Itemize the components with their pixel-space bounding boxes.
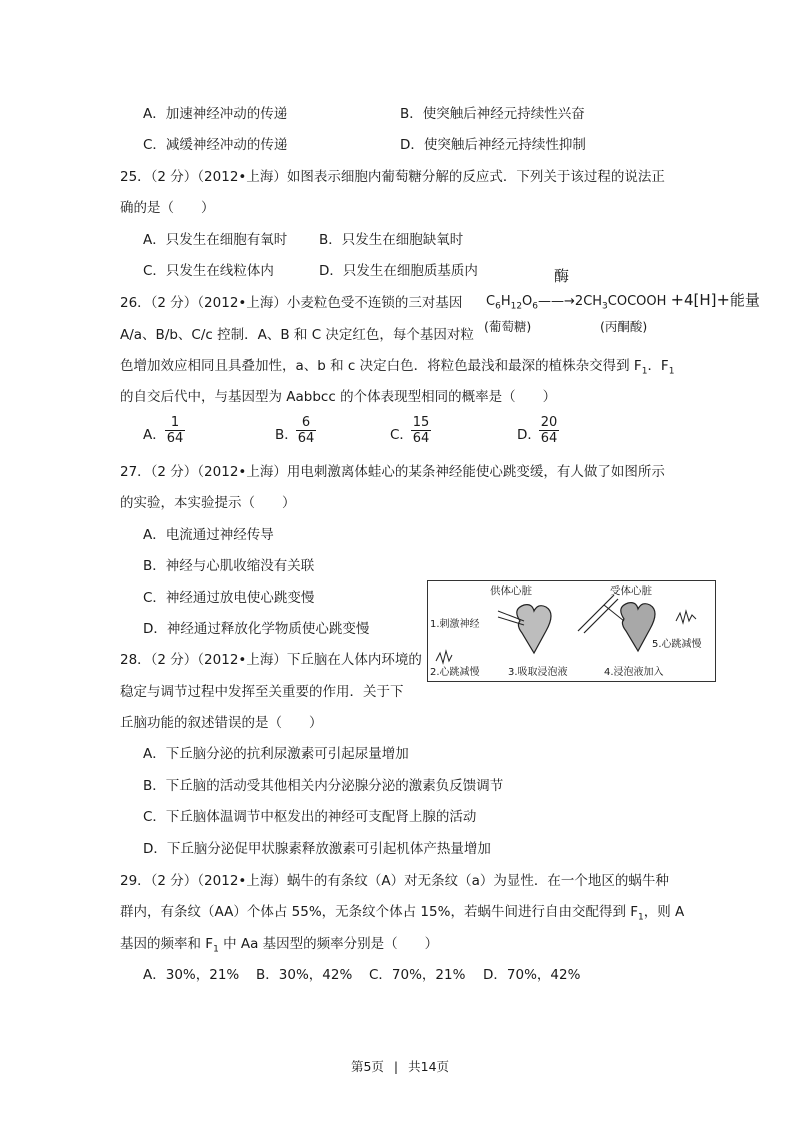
heartbeat-wave-donor bbox=[436, 651, 452, 663]
q26-option-a-label: A． bbox=[143, 427, 166, 443]
heartbeat-wave-recipient bbox=[676, 611, 696, 623]
q24-option-c: C．减缓神经冲动的传递 bbox=[143, 137, 288, 153]
step4-label: 4.浸泡液加入 bbox=[604, 667, 664, 678]
q26-stem-line3: 色增加效应相同且具叠加性，a、b 和 c 决定白色．将粒色最浅和最深的植株杂交得到 $F_1$．$F_1$ bbox=[120, 358, 675, 377]
q29-stem-line3: 基因的频率和 $F_1$ 中 Aa 基因型的频率分别是（ ） bbox=[120, 936, 439, 955]
q26-stem-line4: 的自交后代中，与基因型为 Aabbcc 的个体表现型相同的概率是（ ） bbox=[120, 389, 557, 405]
q29-stem-line1: 29．（2 分）（2012•上海）蜗牛的有条纹（A）对无条纹（a）为显性．在一个地区的蜗牛种 bbox=[120, 873, 669, 889]
q25-option-a: A．只发生在细胞有氧时 bbox=[143, 232, 288, 248]
q24-option-b: B．使突触后神经元持续性兴奋 bbox=[400, 106, 585, 122]
donor-heart-label: 供体心脏 bbox=[490, 585, 532, 597]
q28-stem-line1: 28．（2 分）（2012•上海）下丘脑在人体内环境的 bbox=[120, 652, 422, 668]
q28-option-a: A．下丘脑分泌的抗利尿激素可引起尿量增加 bbox=[143, 746, 409, 762]
q29-option-b: B．30%，42% bbox=[256, 967, 353, 983]
q27-stem-line1: 27．（2 分）（2012•上海）用电刺激离体蛙心的某条神经能使心跳变缓，有人做了如图所示 bbox=[120, 464, 665, 480]
q25-stem-line2: 确的是（ ） bbox=[120, 200, 215, 216]
q26-option-b-fraction: $\frac{6}{64}$ bbox=[297, 415, 315, 446]
q26-option-d-label: D． bbox=[517, 427, 541, 443]
glucose-breakdown-equation bbox=[484, 265, 774, 335]
recipient-heart-label: 受体心脏 bbox=[610, 585, 652, 597]
q27-option-c: C．神经通过放电使心跳变慢 bbox=[143, 590, 315, 606]
recipient-heart-icon bbox=[621, 603, 655, 651]
q28-stem-line3: 丘脑功能的叙述错误的是（ ） bbox=[120, 715, 323, 731]
q24-option-a: A．加速神经冲动的传递 bbox=[143, 106, 288, 122]
q29-option-c: C．70%，21% bbox=[369, 967, 466, 983]
q26-option-a-fraction: $\frac{1}{64}$ bbox=[166, 415, 184, 446]
q26-option-b-label: B． bbox=[275, 427, 298, 443]
pipette-icon bbox=[578, 595, 614, 631]
q27-option-d: D．神经通过释放化学物质使心跳变慢 bbox=[143, 621, 370, 637]
donor-heart-icon bbox=[517, 605, 551, 653]
step5-label: 5.心跳减慢 bbox=[652, 639, 702, 650]
q27-option-b: B．神经与心肌收缩没有关联 bbox=[143, 558, 315, 574]
equation-line: $C_6H_{12}O_6——\to 2CH_3COCOOH +4[H]+$能量 bbox=[486, 290, 760, 312]
q25-option-d: D．只发生在细胞质基质内 bbox=[319, 263, 478, 279]
step1-label: 1.刺激神经 bbox=[430, 619, 480, 630]
page-total: 共14页 bbox=[408, 1059, 450, 1074]
q29-stem-line2: 群内，有条纹（AA）个体占 55%，无条纹个体占 15%，若蜗牛间进行自由交配得到 $F_1$，则 A bbox=[120, 904, 685, 923]
glucose-label: (葡萄糖) bbox=[484, 319, 532, 334]
q27-stem-line2: 的实验，本实验提示（ ） bbox=[120, 495, 296, 511]
pipette-icon-2 bbox=[584, 599, 618, 633]
page-number: 第5页 bbox=[350, 1059, 384, 1074]
step3-label: 3.吸取浸泡液 bbox=[508, 667, 568, 678]
q24-option-d: D．使突触后神经元持续性抑制 bbox=[400, 137, 586, 153]
q26-stem-line1: 26．（2 分）（2012•上海）小麦粒色受不连锁的三对基因 bbox=[120, 295, 463, 311]
q26-option-c-fraction: $\frac{15}{64}$ bbox=[412, 415, 430, 446]
step2-label: 2.心跳减慢 bbox=[430, 667, 480, 678]
enzyme-label: 酶 bbox=[554, 267, 570, 285]
q25-option-c: C．只发生在线粒体内 bbox=[143, 263, 274, 279]
q28-stem-line2: 稳定与调节过程中发挥至关重要的作用．关于下 bbox=[120, 684, 404, 700]
footer-separator: | bbox=[393, 1059, 399, 1074]
q25-option-b: B．只发生在细胞缺氧时 bbox=[319, 232, 464, 248]
q29-option-a: A．30%，21% bbox=[143, 967, 240, 983]
q26-option-d-fraction: $\frac{20}{64}$ bbox=[540, 415, 558, 446]
q28-option-b: B．下丘脑的活动受其他相关内分泌腺分泌的激素负反馈调节 bbox=[143, 778, 504, 794]
q26-stem-line2: A/a、B/b、C/c 控制．A、B 和 C 决定红色，每个基因对粒 bbox=[120, 327, 474, 343]
q29-option-d: D．70%，42% bbox=[483, 967, 581, 983]
pyruvate-label: (丙酮酸) bbox=[600, 319, 648, 334]
page-footer bbox=[0, 1057, 800, 1075]
q25-stem-line1: 25．（2 分）（2012•上海）如图表示细胞内葡萄糖分解的反应式．下列关于该过程的说法正 bbox=[120, 169, 665, 185]
q27-option-a: A．电流通过神经传导 bbox=[143, 527, 274, 543]
q28-option-d: D．下丘脑分泌促甲状腺素释放激素可引起机体产热量增加 bbox=[143, 841, 491, 857]
q26-option-c-label: C． bbox=[390, 427, 413, 443]
heart-experiment-figure bbox=[427, 580, 716, 682]
q28-option-c: C．下丘脑体温调节中枢发出的神经可支配肾上腺的活动 bbox=[143, 809, 477, 825]
